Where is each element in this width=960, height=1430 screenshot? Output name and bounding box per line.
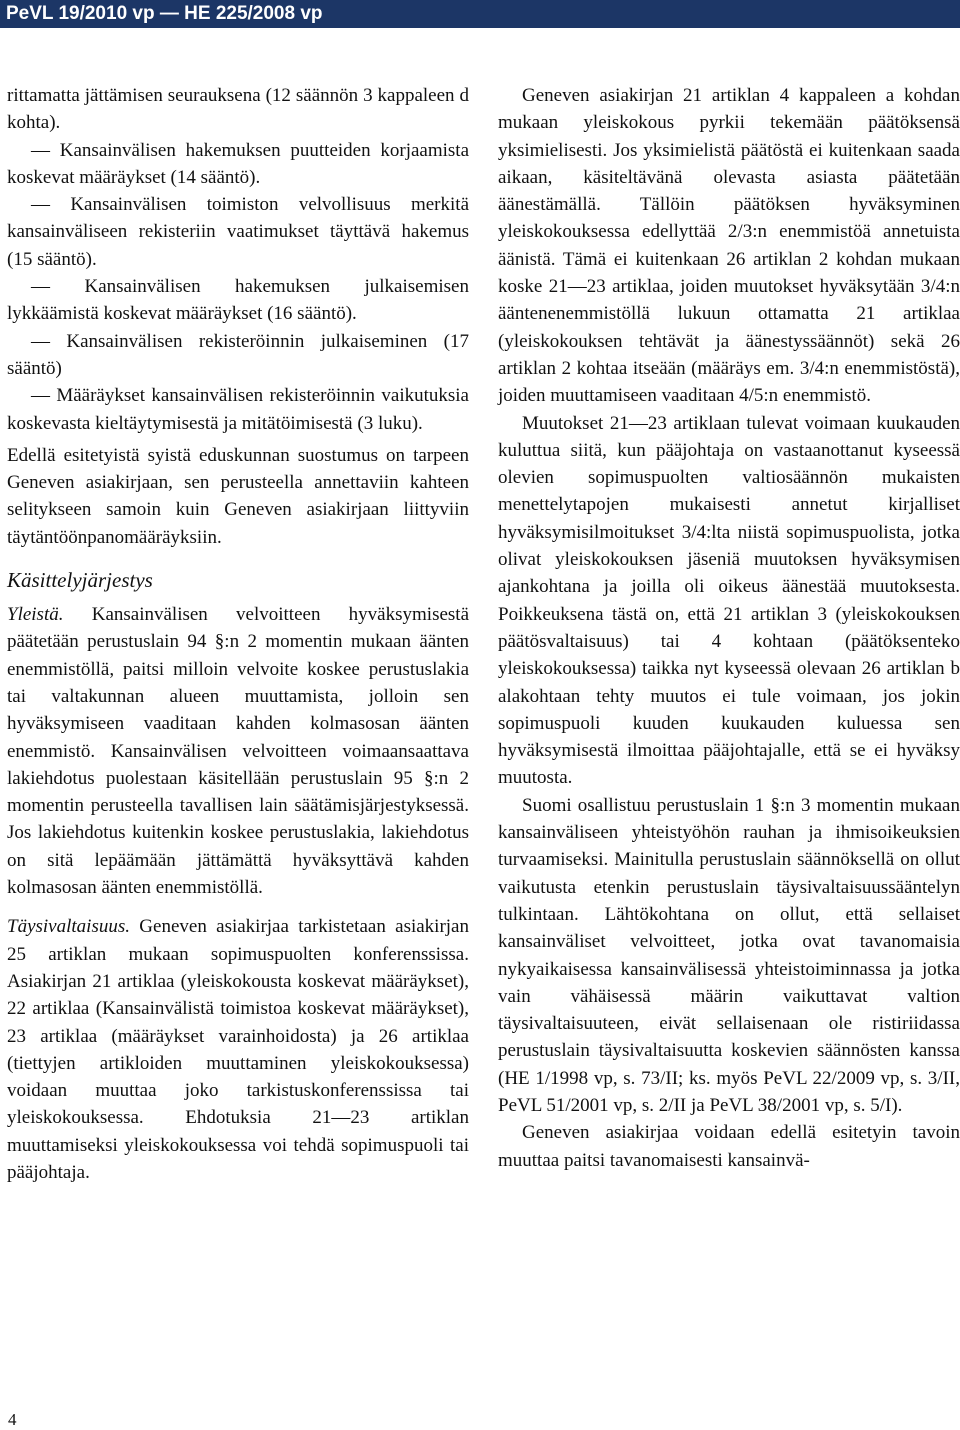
list-item: — Kansainvälisen toimiston velvollisuus merkitä kansainväliseen rekisteriin vaatimukset täyttävä hakemus (15 sääntö). — [7, 194, 469, 270]
paragraph: rittamatta jättämisen seurauksena (12 säännön 3 kappaleen d kohta). — [7, 85, 469, 134]
paragraph: Geneven asiakirjan 21 artiklan 4 kappaleen a kohdan mukaan yleiskokous pyrkii tekemään päätöksensä yksimielisesti. Jos yksimielistä päätöstä ei kuitenkaan saada aikaan, käsiteltävänä olevasta asiasta päätetään äänestämällä. Tällöin päätöksen hyväksyminen yleiskokouksessa edellyttää 2/3:n enemmistöä annetuista äänistä. Tämä ei kuitenkaan 26 artiklan 2 kohdan mukaan koske 21—23 artiklaa, joiden muutokset hyväksytään 3/4:n ääntenenemmistöllä lukuun ottamatta 21 artiklaa (yleiskokouksen tehtävät ja äänestyssäännöt) sekä 26 artiklan 2 kohtaa itseään (määräys em. 3/4:n enemmistöstä), joiden muuttamiseen vaaditaan 4/5:n enemmistö. — [498, 85, 960, 407]
right-column — [498, 82, 960, 1174]
paragraph: Suomi osallistuu perustuslain 1 §:n 3 momentin mukaan kansainväliseen yhteistyöhön rauhan ja ihmisoikeuksien turvaamiseksi. Mainitulla perustuslain säännöksellä on ollut vaikutusta etenkin perustuslain täysivaltaisuussääntelyn tulkintaan. Lähtökohtana on ollut, että sellaiset kansainväliset velvoitteet, jotka ovat tavanomaisia nykyaikaisessa kansainvälisessä yhteistoiminnassa ja jotka vain vähäisessä määrin vaikuttavat valtion täysivaltaisuuteen, eivät sellaisenaan ole ristiriidassa perustuslain täysivaltaisuutta koskevien säännösten kanssa (HE 1/1998 vp, s. 73/II; ks. myös PeVL 22/2009 vp, s. 3/II, PeVL 51/2001 vp, s. 2/II ja PeVL 38/2001 vp, s. 5/I). — [498, 794, 960, 1116]
paragraph: Muutokset 21—23 artiklaan tulevat voimaan kuukauden kuluttua siitä, kun pääjohtaja on vastaanottanut kyseessä olevien sopimuspuolten valtiosäännön mukaisten menettelytapojen mukaisesti annetut kirjalliset hyväksymisilmoitukset 3/4:lta niistä sopimuspuolista, jotka olivat yleiskokouksen jäseniä muutoksen hyväksymisen ajankohtana ja joilla oli oikeus äänestää muutoksesta. Poikkeuksena tästä on, että 21 artiklan 3 (yleiskokouksen päätösvaltaisuus) tai 4 kohtaan (päätöksenteko yleiskokouksessa) taikka nyt kyseessä olevaan 26 artiklan b alakohtaan tehty muutos ei tule voimaan, jos jokin sopimuspuoli kuuden kuukauden kuluessa sen hyväksymisestä ilmoittaa pääjohtajalle, että se ei hyväksy muutosta. — [498, 412, 960, 789]
list-item: — Määräykset kansainvälisen rekisteröinnin vaikutuksia koskevasta kieltäytymisestä ja mitätöimisestä (3 luku). — [7, 385, 469, 434]
paragraph-body: Kansainvälisen velvoitteen hyväksymisestä päätetään perustuslain 94 §:n 2 momentin mukaan äänten enemmistöllä, paitsi milloin velvoite koskee perustuslakia tai valtakunnan alueen muuttamista, jolloin sen hyväksymiseen vaaditaan kahden kolmasosan äänten enemmistö. Kansainvälisen velvoitteen voimaansaattava lakiehdotus puolestaan käsitellään perustuslain 95 §:n 2 momentin perusteella tavallisen lain säätämisjärjestyksessä. Jos lakiehdotus kuitenkin koskee perustuslakia, lakiehdotus on sitä lepäämään jättämättä hyväksyttävä kahden kolmasosan äänten enemmistöllä. — [7, 604, 469, 899]
paragraph-lead: Täysivaltaisuus. — [7, 916, 130, 938]
list-item: — Kansainvälisen hakemuksen puutteiden korjaamista koskevat määräykset (14 sääntö). — [7, 139, 469, 188]
left-column — [7, 82, 469, 1186]
list-item: — Kansainvälisen hakemuksen julkaisemisen lykkäämistä koskevat määräykset (16 sääntö). — [7, 276, 469, 325]
paragraph-body: Geneven asiakirjaa tarkistetaan asiakirjan 25 artiklan mukaan sopimuspuolten konferenssissa. Asiakirjan 21 artiklaa (yleiskokousta koskevat määräykset), 22 artiklaa (Kansainvälistä toimistoa koskevat määräykset), 23 artiklaa (määräykset varainhoidosta) ja 26 artiklaa (tiettyjen artikloiden muuttaminen yleiskokouksessa) voidaan muuttaa joko tarkistuskonferenssissa tai yleiskokouksessa. Ehdotuksia 21—23 artiklan muuttamiseksi yleiskokouksessa voi tehdä sopimuspuoli tai pääjohtaja. — [7, 916, 469, 1183]
document-title: PeVL 19/2010 vp — HE 225/2008 vp — [6, 3, 323, 24]
paragraph: Geneven asiakirjaa voidaan edellä esitetyin tavoin muuttaa paitsi tavanomaisesti kansainvä- — [498, 1122, 960, 1171]
section-heading: Käsittelyjärjestys — [7, 568, 153, 593]
paragraph — [7, 601, 469, 901]
list-item: — Kansainvälisen rekisteröinnin julkaiseminen (17 sääntö) — [7, 330, 469, 379]
page-number: 4 — [8, 1410, 17, 1429]
paragraph — [7, 913, 469, 1186]
paragraph-lead: Yleistä. — [7, 604, 64, 626]
paragraph: Edellä esitetyistä syistä eduskunnan suostumus on tarpeen Geneven asiakirjaan, sen perusteella annettaviin kahteen selitykseen samoin kuin Geneven asiakirjaan liittyviin täytäntöönpanomääräyksiin. — [7, 444, 469, 548]
page-header — [0, 0, 960, 28]
